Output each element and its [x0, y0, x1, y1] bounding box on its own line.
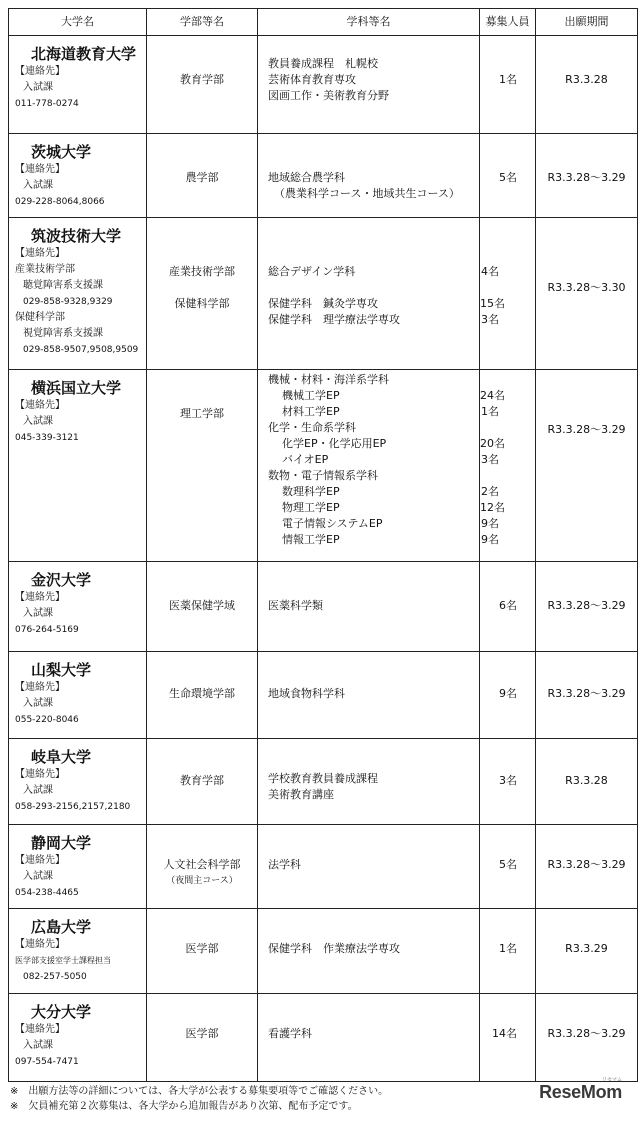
capacity-cell — [480, 825, 536, 909]
capacity-cell — [480, 134, 536, 218]
department-line: 保健学科 鍼灸学専攻 — [268, 297, 378, 310]
contact-office: 保健科学部 — [15, 312, 65, 323]
faculty-cell — [147, 134, 258, 218]
university-cell — [9, 36, 147, 134]
contact-office: 入試課 — [23, 785, 53, 796]
capacity-value: 1名 — [481, 405, 499, 418]
period-cell — [536, 909, 638, 994]
faculty-cell — [147, 218, 258, 370]
capacity-value: 9名 — [481, 517, 499, 530]
capacity-value: 3名 — [481, 313, 499, 326]
university-name: 岐阜大学 — [31, 748, 92, 766]
period-cell — [536, 218, 638, 370]
contact-label: 【連絡先】 — [15, 855, 65, 866]
capacity-value: 9名 — [499, 687, 517, 700]
capacity-value — [480, 420, 517, 436]
university-name: 金沢大学 — [31, 571, 92, 589]
department-line: 教員養成課程 札幌校 — [268, 57, 378, 70]
faculty-cell — [147, 825, 258, 909]
contact-tel: 097-554-7471 — [15, 1057, 79, 1067]
table-row — [9, 134, 638, 218]
department-line: 学校教育教員養成課程 — [268, 772, 378, 785]
department-line: 美術教育講座 — [268, 788, 334, 801]
footnote: ※ 欠員補充第２次募集は、各大学から追加報告があり次第、配布予定です。 — [10, 1101, 358, 1112]
department-line: 材料工学EP — [282, 405, 340, 418]
capacity-cell — [480, 36, 536, 134]
period-value: R3.3.29 — [565, 942, 608, 955]
period-value: R3.3.28～3.29 — [547, 1027, 626, 1040]
university-name: 大分大学 — [31, 1003, 92, 1021]
faculty-name: 人文社会科学部 — [163, 858, 241, 871]
university-name: 広島大学 — [31, 918, 92, 936]
department-cell — [258, 562, 480, 652]
table-row — [9, 652, 638, 739]
department-cell — [258, 652, 480, 739]
contact-label: 【連絡先】 — [15, 164, 65, 175]
capacity-value: 15名 — [480, 297, 505, 310]
contact-label: 【連絡先】 — [15, 400, 65, 411]
header-university: 大学名 — [9, 9, 147, 36]
university-name: 茨城大学 — [31, 143, 92, 161]
period-value: R3.3.28～3.29 — [547, 687, 626, 700]
department-line: 保健学科 作業療法学専攻 — [268, 942, 400, 955]
table-row — [9, 218, 638, 370]
faculty-name: 生命環境学部 — [169, 687, 235, 700]
capacity-value: 20名 — [480, 437, 505, 450]
department-line: 電子情報システムEP — [282, 517, 383, 530]
capacity-value: 5名 — [499, 858, 517, 871]
faculty-note: （夜間主コース） — [166, 876, 238, 886]
university-cell — [9, 370, 147, 562]
contact-office: 聴覚障害系支援課 — [23, 280, 103, 291]
faculty-name: 医学部 — [185, 1027, 219, 1040]
contact-tel: 011-778-0274 — [15, 99, 79, 109]
contact-tel: 029-228-8064,8066 — [15, 197, 105, 207]
header-faculty: 学部等名 — [147, 9, 258, 36]
contact-tel: 058-293-2156,2157,2180 — [15, 802, 131, 812]
contact-tel: 076-264-5169 — [15, 625, 79, 635]
contact-office: 入試課 — [23, 698, 53, 709]
contact-office: 入試課 — [23, 180, 53, 191]
footnotes — [10, 1084, 388, 1114]
university-cell — [9, 909, 147, 994]
table-row — [9, 909, 638, 994]
faculty-cell — [147, 652, 258, 739]
contact-tel: 045-339-3121 — [15, 433, 79, 443]
table-header — [9, 9, 638, 36]
department-line: 地域食物科学科 — [268, 687, 345, 700]
period-cell — [536, 134, 638, 218]
university-name: 静岡大学 — [31, 834, 92, 852]
contact-label: 【連絡先】 — [15, 248, 65, 259]
table-row — [9, 36, 638, 134]
university-name: 横浜国立大学 — [31, 379, 122, 397]
university-cell — [9, 562, 147, 652]
department-line: 数理科学EP — [282, 485, 340, 498]
capacity-value: 24名 — [480, 389, 505, 402]
capacity-value: 9名 — [481, 533, 499, 546]
university-cell — [9, 739, 147, 825]
department-cell — [258, 36, 480, 134]
department-cell — [258, 909, 480, 994]
table-row — [9, 739, 638, 825]
capacity-value: 3名 — [481, 453, 499, 466]
faculty-name: 産業技術学部 — [169, 265, 235, 278]
period-value: R3.3.28 — [565, 73, 608, 86]
period-cell — [536, 36, 638, 134]
department-line: 化学・生命系学科 — [268, 421, 356, 434]
department-line: 医薬科学類 — [268, 599, 323, 612]
period-value: R3.3.28～3.29 — [547, 423, 626, 436]
period-cell — [536, 825, 638, 909]
contact-office: 産業技術学部 — [15, 264, 75, 275]
contact-label: 【連絡先】 — [15, 769, 65, 780]
contact-office: 入試課 — [23, 416, 53, 427]
table-row — [9, 370, 638, 562]
table-row — [9, 994, 638, 1082]
department-cell — [258, 218, 480, 370]
capacity-value: 6名 — [499, 599, 517, 612]
department-line: 芸術体育教育専攻 — [268, 73, 356, 86]
capacity-cell — [480, 652, 536, 739]
department-cell — [258, 994, 480, 1082]
university-name: 山梨大学 — [31, 661, 92, 679]
footnote: ※ 出願方法等の詳細については、各大学が公表する募集要項等でご確認ください。 — [10, 1086, 389, 1097]
department-line: 総合デザイン学科 — [268, 265, 356, 278]
contact-label: 【連絡先】 — [15, 939, 65, 950]
contact-office: 入試課 — [23, 82, 53, 93]
contact-label: 【連絡先】 — [15, 66, 65, 77]
capacity-cell — [480, 370, 536, 562]
contact-office: 入試課 — [23, 608, 53, 619]
contact-label: 【連絡先】 — [15, 592, 65, 603]
capacity-value: 2名 — [481, 485, 499, 498]
contact-tel: 055-220-8046 — [15, 715, 79, 725]
faculty-cell — [147, 739, 258, 825]
contact-tel: 029-858-9328,9329 — [23, 297, 113, 307]
university-cell — [9, 652, 147, 739]
contact-office: 入試課 — [23, 1040, 53, 1051]
table-row — [9, 825, 638, 909]
period-value: R3.3.28～3.29 — [547, 599, 626, 612]
faculty-name: 教育学部 — [180, 774, 224, 787]
capacity-value: 5名 — [499, 171, 517, 184]
department-line: （農業科学コース・地域共生コース） — [274, 187, 460, 200]
table-row — [9, 562, 638, 652]
university-cell — [9, 994, 147, 1082]
period-cell — [536, 370, 638, 562]
period-cell — [536, 739, 638, 825]
period-cell — [536, 994, 638, 1082]
department-line: 保健学科 理学療法学専攻 — [268, 313, 400, 326]
faculty-cell — [147, 994, 258, 1082]
contact-label: 【連絡先】 — [15, 682, 65, 693]
university-cell — [9, 218, 147, 370]
capacity-value — [480, 468, 517, 484]
contact-office: 医学部支援室学士課程担当 — [15, 956, 111, 965]
faculty-name: 医薬保健学域 — [169, 599, 235, 612]
capacity-cell — [480, 994, 536, 1082]
university-name: 北海道教育大学 — [31, 45, 137, 63]
contact-office: 入試課 — [23, 871, 53, 882]
faculty-name: 理工学部 — [180, 407, 224, 420]
department-line: バイオEP — [282, 453, 329, 466]
faculty-name: 保健科学部 — [174, 297, 230, 310]
university-cell — [9, 825, 147, 909]
capacity-cell — [480, 739, 536, 825]
capacity-cell — [480, 909, 536, 994]
department-cell — [258, 739, 480, 825]
header-capacity: 募集人員 — [480, 9, 536, 36]
capacity-value: 1名 — [499, 73, 517, 86]
university-name: 筑波技術大学 — [31, 227, 122, 245]
capacity-cell — [480, 218, 536, 370]
period-value: R3.3.28～3.30 — [547, 281, 626, 294]
department-line: 物理工学EP — [282, 501, 340, 514]
contact-tel: 082-257-5050 — [23, 972, 87, 982]
capacity-value: 14名 — [492, 1027, 517, 1040]
department-line: 機械工学EP — [282, 389, 340, 402]
header-period: 出願期間 — [536, 9, 638, 36]
department-cell — [258, 370, 480, 562]
contact-office: 視覚障害系支援課 — [23, 328, 103, 339]
faculty-cell — [147, 562, 258, 652]
faculty-cell — [147, 909, 258, 994]
period-cell — [536, 562, 638, 652]
contact-tel: 029-858-9507,9508,9509 — [23, 345, 139, 355]
department-line: 情報工学EP — [282, 533, 340, 546]
header-department: 学科等名 — [258, 9, 480, 36]
faculty-name: 医学部 — [185, 942, 219, 955]
faculty-cell — [147, 370, 258, 562]
faculty-name: 教育学部 — [180, 73, 224, 86]
department-cell — [258, 825, 480, 909]
period-value: R3.3.28～3.29 — [547, 858, 626, 871]
department-line: 看護学科 — [268, 1027, 312, 1040]
capacity-cell — [480, 562, 536, 652]
faculty-cell — [147, 36, 258, 134]
resemom-logo: ReseMom — [539, 1082, 622, 1102]
period-cell — [536, 652, 638, 739]
capacity-value: 1名 — [499, 942, 517, 955]
department-line: 機械・材料・海洋系学科 — [268, 373, 389, 386]
faculty-name: 農学部 — [185, 171, 219, 184]
capacity-value: 4名 — [481, 265, 499, 278]
contact-label: 【連絡先】 — [15, 1024, 65, 1035]
recruitment-table — [8, 8, 638, 1082]
department-line: 地域総合農学科 — [268, 171, 345, 184]
department-line: 数物・電子情報系学科 — [268, 469, 378, 482]
period-value: R3.3.28～3.29 — [547, 171, 626, 184]
logo-subtext: リセマム — [602, 1077, 622, 1083]
period-value: R3.3.28 — [565, 774, 608, 787]
department-line: 図画工作・美術教育分野 — [268, 89, 389, 102]
university-cell — [9, 134, 147, 218]
department-cell — [258, 134, 480, 218]
contact-tel: 054-238-4465 — [15, 888, 79, 898]
department-line: 法学科 — [268, 858, 301, 871]
capacity-value: 3名 — [499, 774, 517, 787]
capacity-value — [480, 372, 517, 388]
capacity-value: 12名 — [480, 501, 505, 514]
department-line: 化学EP・化学応用EP — [282, 437, 387, 450]
